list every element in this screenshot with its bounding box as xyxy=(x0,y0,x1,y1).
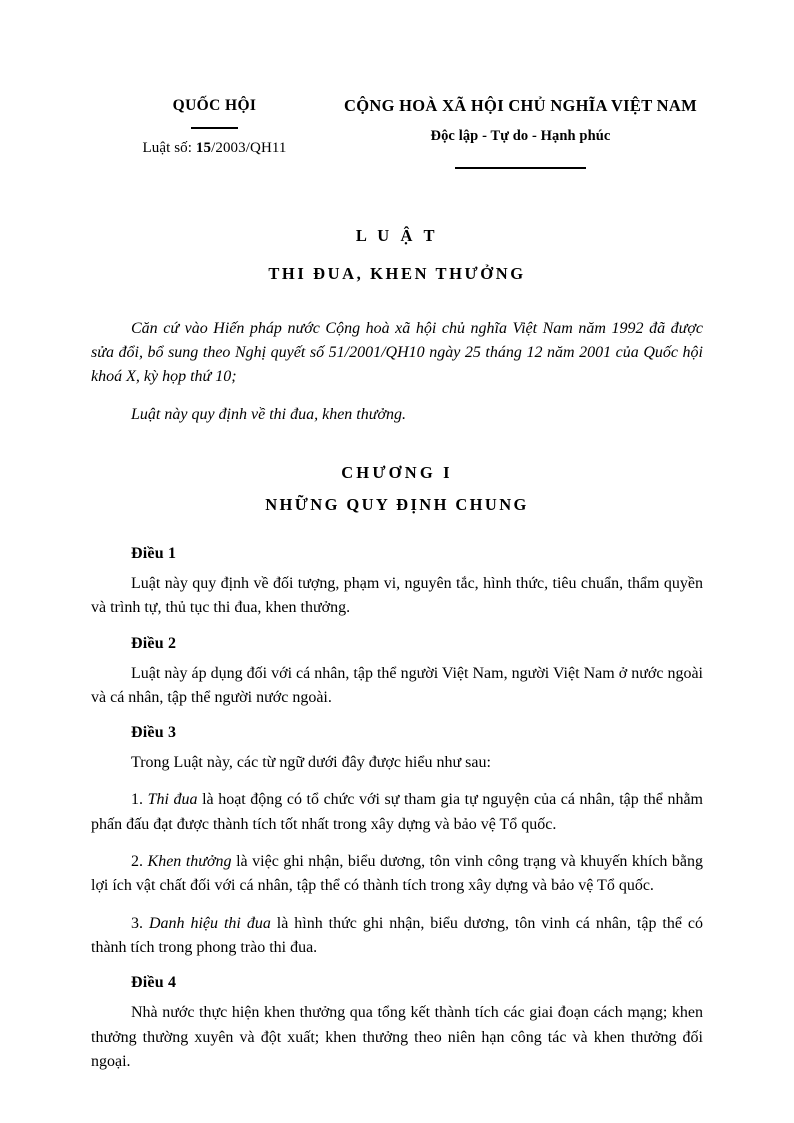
preamble-paragraph: Luật này quy định về thi đua, khen thưởng. xyxy=(131,405,406,423)
definition-item xyxy=(91,912,703,961)
document-subtitle: THI ĐUA, KHEN THƯỞNG xyxy=(268,263,526,283)
preamble xyxy=(91,317,703,427)
law-number xyxy=(91,140,338,157)
nation-name: CỘNG HOÀ XÃ HỘI CHỦ NGHĨA VIỆT NAM xyxy=(344,96,697,115)
definition-text: là hoạt động có tổ chức với sự tham gia tự nguyện của cá nhân, tập thể nhằm phấn đấu đạt được thành tích tốt nhất trong xây dựng và bảo vệ Tổ quốc. xyxy=(91,791,704,833)
organization-rule xyxy=(191,127,238,129)
definition-number: 1. xyxy=(131,791,143,809)
definition-item xyxy=(91,788,703,837)
definition-term: Thi đua xyxy=(147,791,198,809)
law-number-suffix: /2003/QH11 xyxy=(211,140,287,157)
definition-text: là việc ghi nhận, biểu dương, tôn vinh công trạng và khuyến khích bằng lợi ích vật chất đối với cá nhân, tập thể có thành tích trong xây dựng và bảo vệ Tổ quốc. xyxy=(91,853,704,895)
article-paragraph: Luật này áp dụng đối với cá nhân, tập thể người Việt Nam, người Việt Nam ở nước ngoài và cá nhân, tập thể người nước ngoài. xyxy=(91,664,703,706)
chapter-heading xyxy=(91,463,703,515)
motto-rule xyxy=(455,167,586,169)
article-spacer xyxy=(91,960,703,974)
article-4 xyxy=(91,974,703,1074)
law-number-label: Luật số: xyxy=(142,140,193,157)
definition-item xyxy=(91,850,703,899)
article-paragraph: Trong Luật này, các từ ngữ dưới đây được hiểu như sau: xyxy=(131,754,491,772)
masthead-national-heading xyxy=(338,96,703,169)
articles-list xyxy=(91,545,703,1074)
article-heading: Điều 4 xyxy=(131,974,177,992)
document-title-block xyxy=(91,226,703,284)
article-paragraph: Nhà nước thực hiện khen thưởng qua tổng kết thành tích các giai đoạn cách mạng; khen thưởng thường xuyên và đột xuất; khen thưởng theo niên hạn công tác và khen thưởng đối ngoại. xyxy=(91,1004,703,1070)
article-2 xyxy=(91,635,703,711)
chapter-title: NHỮNG QUY ĐỊNH CHUNG xyxy=(265,494,529,514)
masthead xyxy=(91,0,703,169)
article-spacer xyxy=(91,710,703,724)
preamble-paragraph: Căn cứ vào Hiến pháp nước Cộng hoà xã hội chủ nghĩa Việt Nam năm 1992 đã được sửa đổi, bổ sung theo Nghị quyết số 51/2001/QH10 ngày 25 tháng 12 năm 2001 của Quốc hội khoá X, kỳ họp thứ 10; xyxy=(91,319,703,386)
article-paragraph: Luật này quy định về đối tượng, phạm vi, nguyên tắc, hình thức, tiêu chuẩn, thẩm quyền và trình tự, thủ tục thi đua, khen thưởng. xyxy=(91,574,703,617)
definition-number: 3. xyxy=(131,914,143,932)
article-spacer xyxy=(91,621,703,635)
definition-term: Khen thưởng xyxy=(147,853,232,871)
document-body xyxy=(91,0,703,1074)
article-heading: Điều 1 xyxy=(131,544,177,562)
article-heading: Điều 2 xyxy=(131,634,177,652)
page-title: L U Ậ T xyxy=(355,225,439,245)
definition-number: 2. xyxy=(131,853,143,871)
organization-name: QUỐC HỘI xyxy=(172,97,257,114)
article-heading: Điều 3 xyxy=(131,724,177,742)
article-3 xyxy=(91,724,703,960)
definition-text: là hình thức ghi nhận, biểu dương, tôn vinh cá nhân, tập thể có thành tích trong phong trào thi đua. xyxy=(91,914,704,956)
chapter-number: CHƯƠNG I xyxy=(341,462,453,482)
law-number-value: 15 xyxy=(195,140,212,157)
article-1 xyxy=(91,545,703,621)
definition-term: Danh hiệu thi đua xyxy=(148,914,271,932)
national-motto: Độc lập - Tự do - Hạnh phúc xyxy=(430,127,611,144)
masthead-issuing-body xyxy=(91,96,338,157)
